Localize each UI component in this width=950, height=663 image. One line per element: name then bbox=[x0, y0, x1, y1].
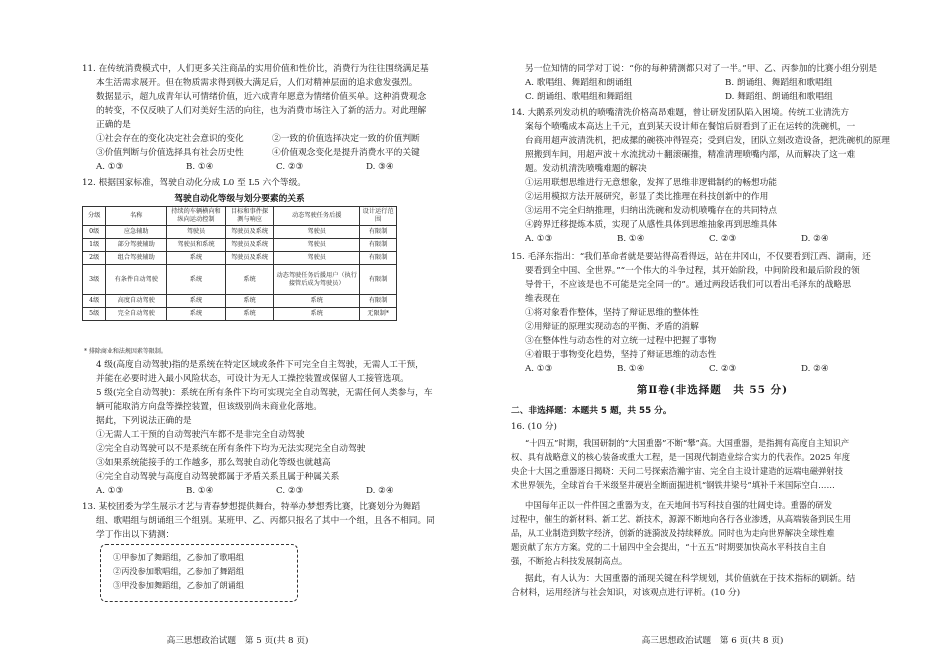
q14-line: 题。发动机清洗喷嘴难题的解决 bbox=[525, 164, 647, 174]
table-cell: 5级 bbox=[83, 308, 106, 321]
q13-line: 组、歌唱组与朗诵组三个组别。某班甲、乙、丙都只报名了其中一个组，且各不相同。同 bbox=[96, 516, 435, 526]
q12-option-4: ④完全自动驾驶与高度自动驾驶都属于矛盾关系且属于种属关系 bbox=[96, 472, 340, 482]
table-cell: 驾驶员及系统 bbox=[225, 252, 273, 265]
q15-line: 15. 毛泽东指出：“我们革命者就是要站得高看得远，站在井冈山，不仅要看到江西、湖南，还 bbox=[511, 252, 871, 262]
q11-line: 数据显示，超九成青年认可情绪价值，近六成青年愿意为情绪价值买单。这种消费观念 bbox=[96, 92, 427, 102]
table-cell: 驾驶员及系统 bbox=[225, 226, 273, 239]
q16-para1-line: “十四五”时期，我国研制的“大国重器”不断“攀”高。大国重器，是指拥有高度自主知识产 bbox=[525, 438, 850, 448]
table-cell: 驾驶员 bbox=[274, 226, 360, 239]
table-cell: 系统 bbox=[167, 265, 226, 295]
table-cell: 系统 bbox=[225, 308, 273, 321]
table-cell: 有限制 bbox=[360, 226, 397, 239]
q15-choice-a: A. ①③ bbox=[525, 364, 553, 374]
q14-line: 14. 大鹅系列发动机的喷嘴清洗价格高昂难题，曾让研发团队陷入困境。传统工业清洗方 bbox=[511, 108, 850, 118]
q11-choice-a: A. ①③ bbox=[96, 162, 124, 172]
page-footer-left: 高三思想政治试题 第 5 页(共 8 页) bbox=[166, 636, 309, 646]
table-cell: 0级 bbox=[83, 226, 106, 239]
q11-line: 11. 在传统消费模式中，人们更多关注商品的实用价值和性价比，消费行为往往围绕满足基 bbox=[82, 64, 429, 74]
q11-line: 的转变，不仅反映了人们对美好生活的向往，也为消费市场注入了新的活力。对此理解 bbox=[96, 106, 427, 116]
q15-option-4: ④着眼于事物变化趋势，坚持了辩证思维的动态性 bbox=[525, 350, 717, 360]
section-two-heading: 二、非选择题：本题共 5 题，共 55 分。 bbox=[511, 406, 672, 416]
table-cell: 驾驶员 bbox=[274, 252, 360, 265]
q12-line: 并能在必要时进入最小风险状态，可设计为无人工操控装置或保留人工接管选项。 bbox=[96, 374, 409, 384]
q16-para2-line: 品，从工业制造到数字经济，创新的涟漪波及持续释放。同时也为走向世界解决全球性难 bbox=[511, 528, 835, 538]
table-cell: 系统 bbox=[167, 308, 226, 321]
q12-line: 5 级(完全自动驾驶)：系统在所有条件下均可实现完全自动驾驶，无需任何人类参与，车 bbox=[96, 388, 433, 398]
table-cell: 系统 bbox=[274, 295, 360, 308]
table-header: 设计运行范围 bbox=[360, 207, 397, 226]
q13-choice-a: A. 歌唱组、舞蹈组和朗诵组 bbox=[525, 78, 633, 88]
table-caption: 驾驶自动化等级与划分要素的关系 bbox=[174, 194, 305, 204]
table-header: 目标和事件探测与响应 bbox=[225, 207, 273, 226]
table-cell: 有限制 bbox=[360, 295, 397, 308]
table-row bbox=[83, 308, 397, 321]
q12-line: 4 级(高度自动驾驶)指的是系统在特定区域或条件下可完全自主驾驶，无需人工干预， bbox=[96, 360, 424, 370]
q14-option-4: ④跨界迁移提炼本质，实现了从感性具体到思维抽象再到思维具体 bbox=[525, 220, 777, 230]
q16-para1-line: 术世界领先，全球首台千米级坚井硬岩全断面掘进机“钢铁井梁号”填补千米国际空白…… bbox=[511, 480, 835, 490]
q11-choice-d: D. ③④ bbox=[366, 162, 394, 172]
part-two-title: 第Ⅱ卷(非选择题 共 55 分) bbox=[636, 384, 789, 396]
q14-choice-b: B. ①④ bbox=[617, 234, 645, 244]
table-cell: 有限制 bbox=[360, 265, 397, 295]
q16-para3-line: 合材料，运用经济与社会知识，对该观点进行评析。(10 分) bbox=[511, 588, 741, 598]
table-cell: 系统 bbox=[167, 295, 226, 308]
q11-line: 正确的是 bbox=[96, 120, 131, 130]
q15-line: 导骨干，不应该是也不可能是完全同一的”。通过两段话我们可以看出毛泽东的战略思 bbox=[525, 280, 851, 290]
q16-para2-line: 题贡献了东方方案。党的二十届四中全会提出，“十五五”时期要加快高水平科技自主自 bbox=[511, 542, 827, 552]
q14-choice-c: C. ②③ bbox=[709, 234, 737, 244]
table-row bbox=[83, 239, 397, 252]
q11-option-3: ③价值判断与价值选择具有社会历史性 bbox=[96, 148, 244, 158]
q15-option-2: ②用辩证的原理实现动态的平衡、矛盾的消解 bbox=[525, 322, 699, 332]
table-cell: 完全自动驾驶 bbox=[106, 308, 167, 321]
q12-option-2: ②完全自动驾驶可以不是系统在所有条件下均为无法实现完全自动驾驶 bbox=[96, 444, 366, 454]
q11-choice-b: B. ①④ bbox=[186, 162, 214, 172]
q12-line: 辆可能取消方向盘等操控装置，但该级别尚未商业化落地。 bbox=[96, 402, 322, 412]
q13-line: 13. 某校团委为学生展示才艺与青春梦想提供舞台，特举办梦想秀比赛，比赛划分为舞蹈 bbox=[82, 502, 421, 512]
table-header: 持续的车辆横向和纵向运动控制 bbox=[167, 207, 226, 226]
table-cell: 有限制 bbox=[360, 252, 397, 265]
table-cell: 系统 bbox=[225, 295, 273, 308]
table-cell: 驾驶员 bbox=[274, 239, 360, 252]
q14-choice-d: D. ②④ bbox=[801, 234, 829, 244]
q13-choice-c: C. 朗诵组、歌唱组和舞蹈组 bbox=[525, 92, 633, 102]
q16-para1-line: 央企十大国之重器逐日揭晓：天问二号探索浩瀚宇宙、完全自主设计建造的远端电磁弹射技 bbox=[511, 466, 843, 476]
q16-para2-line: 中国每年正以一件件国之重器为支，在天地间书写科技自强的壮阔史诗。重器的研发 bbox=[525, 500, 832, 510]
table-row bbox=[83, 265, 397, 295]
q13-line: 学丁作出以下猜测： bbox=[96, 530, 175, 540]
q16-para3-line: 据此，有人认为：大国重器的涌现关键在科学规划，其价值就在于技术指标的刷新。结 bbox=[525, 574, 856, 584]
table-note: * 排除商业和法规因素等限制。 bbox=[84, 348, 167, 355]
q14-line: 案每个喷嘴成本高达上千元，直到某天设计师在餐馆后厨看到了正在运转的洗碗机，一 bbox=[525, 122, 856, 132]
q12-intro: 12. 根据国家标准，驾驶自动化分成 L0 至 L5 六个等级。 bbox=[82, 178, 306, 188]
table-cell: 2级 bbox=[83, 252, 106, 265]
q14-line: 台商用超声波清洗机，把成摞的碗筷冲得锃亮；受到启发，团队立刻改造设备，把洗碗机的原理 bbox=[525, 136, 890, 146]
table-cell: 系统 bbox=[274, 308, 360, 321]
q13-choice-b: B. 朗诵组、舞蹈组和歌唱组 bbox=[725, 78, 833, 88]
table-cell: 无限制* bbox=[360, 308, 397, 321]
q12-line: 据此，下列说法正确的是 bbox=[96, 416, 192, 426]
q15-choice-b: B. ①④ bbox=[617, 364, 645, 374]
driving-automation-table bbox=[82, 206, 397, 321]
q14-option-1: ①运用联想思维进行无意想象，发挥了思维非逻辑制约的畅想功能 bbox=[525, 178, 777, 188]
table-cell: 有限制 bbox=[360, 239, 397, 252]
q16-para2-line: 过程中，催生的新材料、新工艺、新技术，源源不断地向各行各业渗透，从高端装备到民生用 bbox=[511, 514, 852, 524]
q15-option-1: ①将对象看作整体，坚持了辩证思维的整体性 bbox=[525, 308, 699, 318]
table-cell: 系统 bbox=[225, 265, 273, 295]
q14-option-2: ②运用模拟方法开展研究，彰显了类比推理在科技创新中的作用 bbox=[525, 192, 769, 202]
q11-option-4: ④价值观念变化是提升消费水平的关键 bbox=[272, 148, 420, 158]
table-cell: 3级 bbox=[83, 265, 106, 295]
q11-line: 本生活需求展开。但在物质需求得到极大满足后，人们对精神层面的追求愈发强烈。 bbox=[96, 78, 418, 88]
table-header: 动态驾驶任务后援 bbox=[274, 207, 360, 226]
table-cell: 有条件自动驾驶 bbox=[106, 265, 167, 295]
q16-para1-line: 权、具有战略意义的核心装备或重大工程，是一国现代制造业综合实力的代表作。2025 年度 bbox=[511, 452, 851, 462]
q11-option-1: ①社会存在的变化决定社会意识的变化 bbox=[96, 134, 244, 144]
guess-item: ②丙没参加歌唱组，乙参加了舞蹈组 bbox=[113, 566, 245, 576]
table-header: 分级 bbox=[83, 207, 106, 226]
table-row bbox=[83, 226, 397, 239]
right-page bbox=[475, 0, 950, 663]
q14-choice-a: A. ①③ bbox=[525, 234, 553, 244]
q15-choice-d: D. ②④ bbox=[801, 364, 829, 374]
q13-choice-d: D. 舞蹈组、朗诵组和歌唱组 bbox=[725, 92, 833, 102]
q16-head: 16. (10 分) bbox=[511, 422, 557, 432]
table-cell: 组合驾驶辅助 bbox=[106, 252, 167, 265]
guess-item: ③甲没参加舞蹈组，乙参加了朗诵组 bbox=[113, 580, 245, 590]
q13-cont-line: 另一位知情的同学对丁说：“你的每种猜测都只对了一半。”甲、乙、丙参加的比赛小组分别是 bbox=[525, 64, 878, 74]
table-cell: 动态驾驶任务后援用户（执行接管后成为驾驶员） bbox=[274, 265, 360, 295]
q14-line: 照搬到车间，用超声波＋水流扰动＋翻滚碾推，精准清理喷嘴内部，从而解决了这一难 bbox=[525, 150, 856, 160]
q14-option-3: ③运用不完全归纳推理，归纳出洗碗和发动机喷嘴存在的共同特点 bbox=[525, 206, 777, 216]
q12-choice-a: A. ①③ bbox=[96, 486, 124, 496]
table-cell: 驾驶员 bbox=[167, 226, 226, 239]
page-footer-right: 高三思想政治试题 第 6 页(共 8 页) bbox=[641, 636, 784, 646]
q11-option-2: ②一致的价值选择决定一致的价值判断 bbox=[272, 134, 420, 144]
q15-choice-c: C. ②③ bbox=[709, 364, 737, 374]
table-cell: 应急辅助 bbox=[106, 226, 167, 239]
table-row bbox=[83, 295, 397, 308]
q12-choice-c: C. ②③ bbox=[276, 486, 304, 496]
q12-choice-d: D. ②④ bbox=[366, 486, 394, 496]
table-header: 名称 bbox=[106, 207, 167, 226]
q15-line: 维表现在 bbox=[525, 294, 560, 304]
table-cell: 系统 bbox=[167, 252, 226, 265]
table-cell: 4级 bbox=[83, 295, 106, 308]
q12-option-1: ①无需人工干预的自动驾驶汽车都不是非完全自动驾驶 bbox=[96, 430, 305, 440]
q12-choice-b: B. ①④ bbox=[186, 486, 214, 496]
table-header-row bbox=[83, 207, 397, 226]
table-cell: 高度自动驾驶 bbox=[106, 295, 167, 308]
q11-choice-c: C. ②③ bbox=[276, 162, 304, 172]
q15-option-3: ③在整体性与动态性的对立统一过程中把握了事物 bbox=[525, 336, 717, 346]
guess-box bbox=[100, 544, 298, 602]
table-cell: 驾驶员和系统 bbox=[167, 239, 226, 252]
q16-para2-line: 强，不断抢占科技发展制高点。 bbox=[511, 556, 628, 566]
q15-line: 要看到全中国、全世界。”“一个伟大的斗争过程，其开始阶段，中间阶段和最后阶段的领 bbox=[525, 266, 860, 276]
guess-item: ①甲参加了舞蹈组，乙参加了歌唱组 bbox=[113, 552, 245, 562]
table-cell: 驾驶员及系统 bbox=[225, 239, 273, 252]
table-cell: 1级 bbox=[83, 239, 106, 252]
table-row bbox=[83, 252, 397, 265]
table-cell: 部分驾驶辅助 bbox=[106, 239, 167, 252]
q12-option-3: ③如果系统能接手的工作越多，那么驾驶自动化等级也就越高 bbox=[96, 458, 331, 468]
